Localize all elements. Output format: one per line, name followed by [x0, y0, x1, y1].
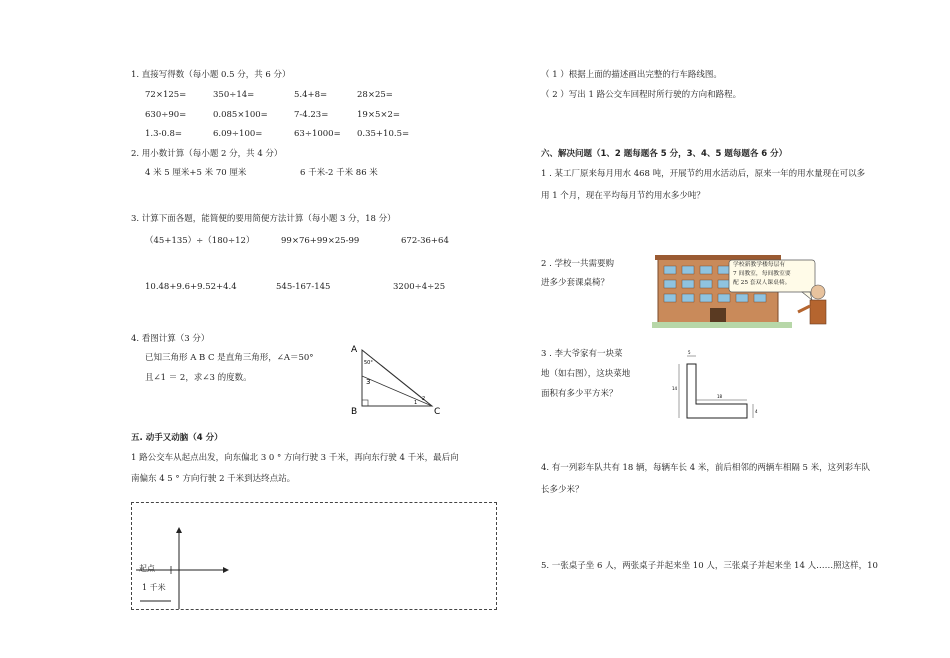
speech-bubble-tail — [802, 292, 812, 300]
q2-item: 6 千米-2 千米 86 米 — [300, 168, 378, 178]
q1-item: 630÷90= — [145, 110, 187, 120]
q1-item: 7-4.23= — [294, 110, 329, 120]
problem4-line1: 4. 有一列彩车队共有 18 辆，每辆车长 4 米，前后相邻的两辆车相隔 5 米，这列彩车队 — [541, 463, 871, 473]
q1-item: 19×5×2= — [357, 110, 400, 120]
dim-label: 5 — [688, 350, 691, 355]
teacher-body — [810, 300, 826, 324]
q4-line1: 已知三角形 A B C 是直角三角形，∠A＝50° — [145, 353, 314, 363]
q1-item: 72×125= — [145, 90, 187, 100]
problem2-line2: 进多少套课桌椅？ — [541, 278, 610, 288]
problem4-line2: 长多少米？ — [541, 485, 584, 495]
problem3-line2: 地（如右图），这块菜地 — [541, 369, 631, 379]
label-a: A — [351, 345, 358, 355]
teacher-head — [811, 285, 825, 299]
q1-item: 63÷1000= — [294, 129, 341, 139]
route-instruction-1: （ 1 ）根据上面的描述画出完整的行车路线图。 — [541, 70, 722, 80]
l-shaped-plot-figure — [665, 350, 765, 430]
north-arrow — [176, 527, 182, 533]
l-shape — [687, 364, 747, 418]
bubble-line: 7 间教室，每间教室要 — [733, 271, 791, 277]
q3-item: 10.48+9.6+9.52+4.4 — [145, 282, 237, 292]
dim-label: 18 — [717, 394, 723, 399]
q1-item: 6.09÷100= — [213, 129, 263, 139]
section5-line2: 南偏东 4 5 ° 方向行驶 2 千米到达终点站。 — [131, 474, 296, 484]
q3-item: 99×76+99×25-99 — [281, 236, 360, 246]
q1-title: 1. 直接写得数（每小题 0.5 分，共 6 分） — [131, 70, 291, 80]
ground — [652, 322, 792, 328]
scale-label: 1 千米 — [142, 583, 166, 592]
q1-item: 0.35+10.5= — [357, 129, 410, 139]
triangle-figure — [348, 342, 448, 422]
section5-line1: 1 路公交车从起点出发，向东偏北 3 0 ° 方向行驶 3 千米，再向东行驶 4 千米，最后向 — [131, 453, 459, 463]
problem3-line1: 3 . 李大爷家有一块菜 — [541, 349, 623, 359]
problem1-line2: 用 1 个月，现在平均每月节约用水多少吨？ — [541, 191, 705, 201]
triangle-segment — [362, 350, 424, 400]
section5-title: 五. 动手又动脑（4 分） — [131, 433, 223, 443]
angle-3-label: 3 — [366, 378, 371, 386]
q2-title: 2. 用小数计算（每小题 2 分，共 4 分） — [131, 149, 283, 159]
right-angle-mark — [362, 400, 368, 406]
east-arrow — [223, 567, 229, 573]
q1-item: 0.085×100= — [213, 110, 268, 120]
q1-item: 350÷14= — [213, 90, 255, 100]
building-roof — [655, 255, 781, 260]
start-label: 起点 — [139, 564, 155, 573]
q2-item: 4 米 5 厘米+5 米 70 厘米 — [145, 168, 247, 178]
q3-item: 672-36+64 — [401, 236, 449, 246]
q1-item: 28×25= — [357, 90, 393, 100]
q4-line2: 且∠1 ＝ 2，求∠3 的度数。 — [145, 373, 252, 383]
q4-title: 4. 看图计算（3 分） — [131, 334, 210, 344]
q1-item: 1.3-0.8= — [145, 129, 183, 139]
dim-label: 4 — [755, 409, 758, 414]
problem3-line3: 面积有多少平方米？ — [541, 389, 618, 399]
dim-label: 14 — [672, 386, 678, 391]
q3-title: 3. 计算下面各题，能简便的要用简便方法计算（每小题 3 分，18 分） — [131, 214, 396, 224]
building-door — [710, 308, 726, 324]
section6-title: 六、解决问题（1、2 题每题各 5 分，3、4、5 题每题各 6 分） — [541, 149, 788, 159]
bubble-line: 配 25 套双人课桌椅。 — [733, 280, 791, 286]
bubble-line: 学校新教学楼每层有 — [733, 262, 786, 268]
problem2-line1: 2 . 学校一共需要购 — [541, 259, 615, 269]
teacher-arm — [798, 306, 810, 312]
angle-a-label: 50° — [364, 360, 373, 366]
q3-item: （45+135）÷（180÷12） — [145, 236, 255, 246]
q1-item: 5.4+8= — [294, 90, 328, 100]
problem1-line1: 1 . 某工厂原来每月用水 468 吨，开展节约用水活动后，原来一年的用水量现在可以多 — [541, 169, 866, 179]
route-instruction-2: （ 2 ）写出 1 路公交车回程时所行驶的方向和路程。 — [541, 90, 742, 100]
q3-item: 545-167-145 — [276, 282, 331, 292]
angle-1-label: 1 — [414, 400, 418, 406]
label-c: C — [434, 407, 441, 417]
angle-2-label: 2 — [422, 396, 426, 402]
label-b: B — [351, 407, 358, 417]
q3-item: 3200÷4÷25 — [393, 282, 446, 292]
problem5-line1: 5. 一张桌子坐 6 人，两张桌子并起来坐 10 人，三张桌子并起来坐 14 人……照这样，10 — [541, 561, 878, 571]
